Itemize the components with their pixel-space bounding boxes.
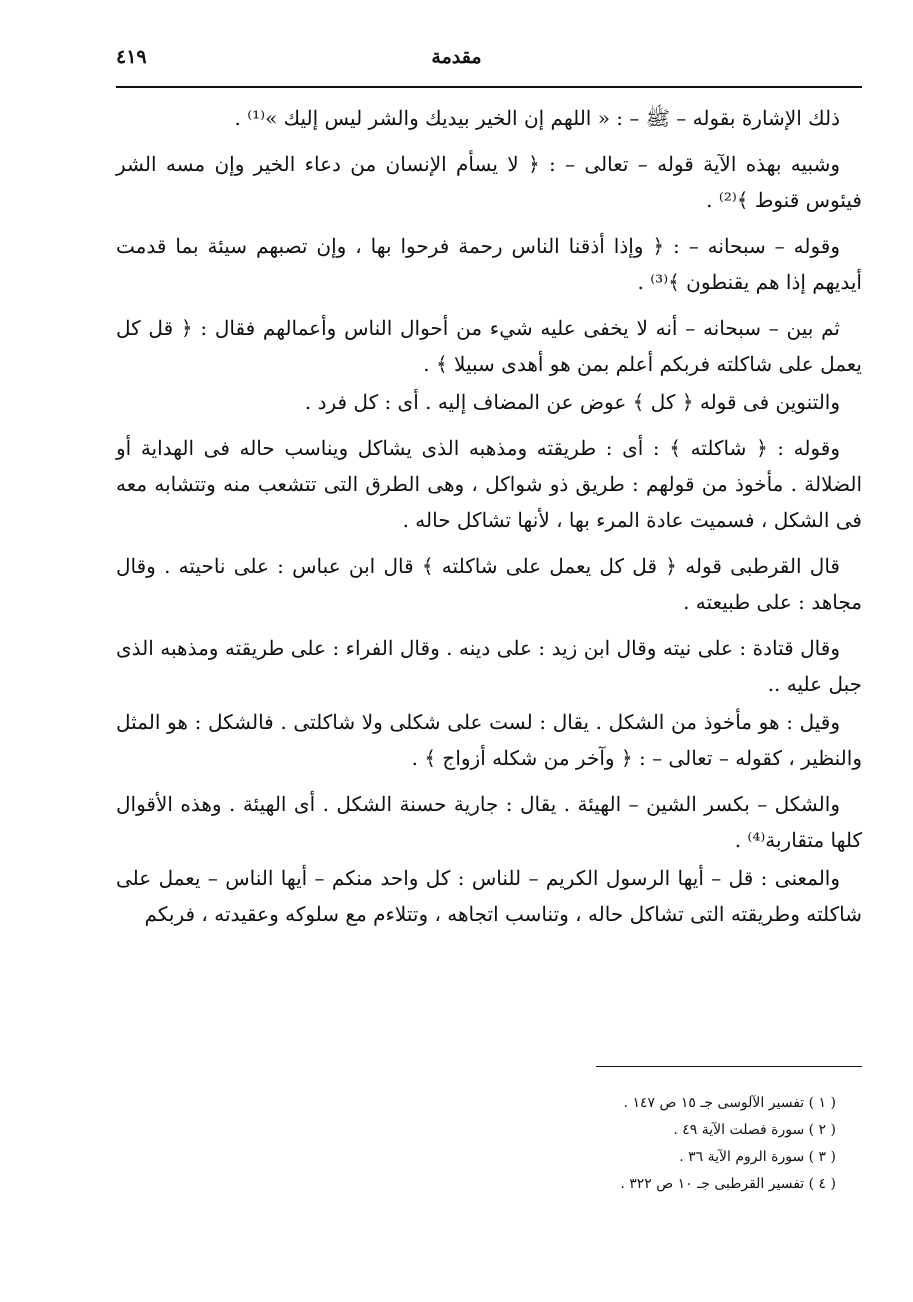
paragraph: قال القرطبى قوله ﴿ قل كل يعمل على شاكلته ﴾ قال ابن عباس : على ناحيته . وقال مجاهد : على طبيعته . [116, 554, 862, 614]
body-text [116, 100, 862, 942]
page-number: ٤١٩ [116, 46, 147, 68]
paragraph: وقوله : ﴿ شاكلته ﴾ : أى : طريقته ومذهبه الذى يشاكل ويناسب حاله فى الهداية أو الضلالة . مأخوذ من قولهم : طريق ذو شواكل ، وهى الطرق التى تتشعب منه وتتشابه معه فى الشكل ، فسميت عادة المرء بها ، لأنها تشاكل حاله . [116, 436, 862, 532]
paragraph: وشبيه بهذه الآية قوله – تعالى – : ﴿ لا يسأم الإنسان من دعاء الخير وإن مسه الشر فيئوس قنوط ﴾⁽²⁾ . [116, 152, 862, 212]
footnote: ( ٢ ) سورة فصلت الآية ٤٩ . [673, 1122, 836, 1138]
footnote-rule [596, 1066, 862, 1067]
paragraph: والشكل – بكسر الشين – الهيئة . يقال : جارية حسنة الشكل . أى الهيئة . وهذه الأقوال كلها متقاربة⁽⁴⁾ . [116, 792, 862, 852]
footnote: ( ١ ) تفسير الآلوسى جـ ١٥ ص ١٤٧ . [623, 1095, 836, 1111]
paragraph: وقوله – سبحانه – : ﴿ وإذا أذقنا الناس رحمة فرحوا بها ، وإن تصبهم سيئة بما قدمت أيديهم إذا هم يقنطون ﴾⁽³⁾ . [116, 234, 862, 294]
paragraph: وقيل : هو مأخوذ من الشكل . يقال : لست على شكلى ولا شاكلتى . فالشكل : هو المثل والنظير ، كقوله – تعالى – : ﴿ وآخر من شكله أزواج ﴾ . [116, 710, 862, 770]
footnote: ( ٤ ) تفسير القرطبى جـ ١٠ ص ٣٢٢ . [620, 1176, 836, 1192]
paragraph: ذلك الإشارة بقوله – ﷺ – : « اللهم إن الخير بيديك والشر ليس إليك »⁽¹⁾ . [234, 106, 840, 130]
paragraph: ثم بين – سبحانه – أنه لا يخفى عليه شيء من أحوال الناس وأعمالهم فقال : ﴿ قل كل يعمل على شاكلته فربكم أعلم بمن هو أهدى سبيلا ﴾ . [116, 316, 862, 376]
paragraph: والمعنى : قل – أيها الرسول الكريم – للناس : كل واحد منكم – أيها الناس – يعمل على شاكلته وطريقته التى تشاكل حاله ، وتناسب اتجاهه ، وتتلاءم مع سلوكه وعقيدته ، فربكم [116, 866, 862, 926]
running-header-title: مقدمة [431, 46, 482, 68]
header-rule [116, 86, 862, 88]
footnotes [116, 1090, 836, 1198]
paragraph: والتنوين فى قوله ﴿ كل ﴾ عوض عن المضاف إليه . أى : كل فرد . [304, 390, 840, 414]
paragraph: وقال قتادة : على نيته وقال ابن زيد : على دينه . وقال الفراء : على طريقته ومذهبه الذى جبل عليه .. [116, 636, 862, 696]
footnote: ( ٣ ) سورة الروم الآية ٣٦ . [679, 1149, 836, 1165]
